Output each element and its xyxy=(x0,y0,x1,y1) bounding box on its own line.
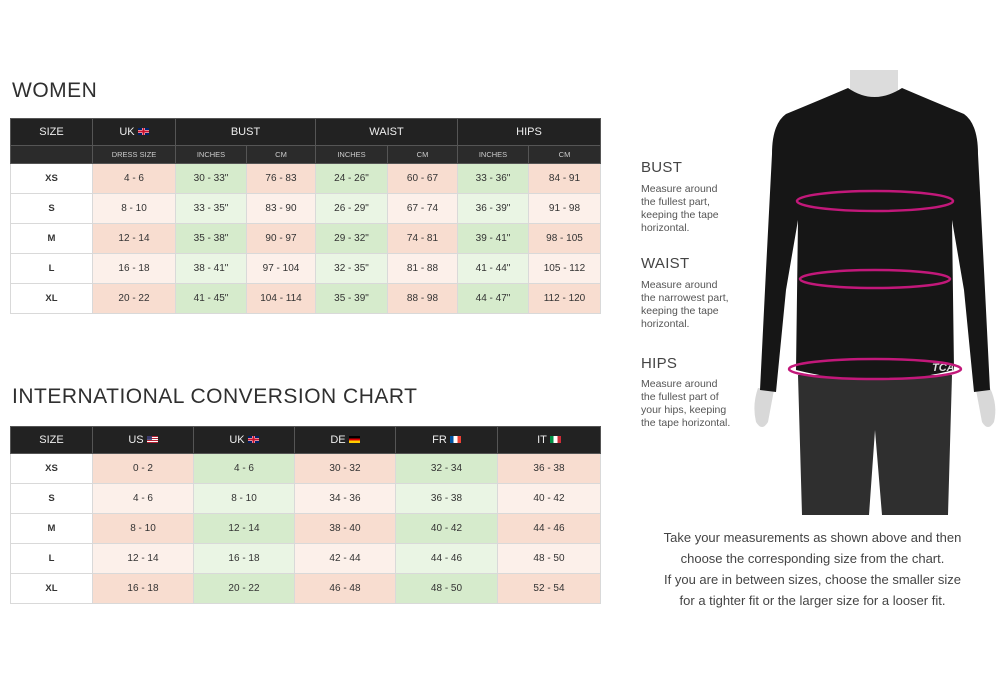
table-row xyxy=(11,284,601,314)
bust-desc-line: horizontal. xyxy=(641,222,690,234)
waist-desc-line: Measure around xyxy=(641,279,718,291)
hips-desc-line: the tape horizontal. xyxy=(641,417,731,429)
bust-in-cell: 38 - 41" xyxy=(176,254,247,284)
de-cell: 38 - 40 xyxy=(295,514,396,544)
bust-description xyxy=(641,183,751,235)
instruction-line: If you are in between sizes, choose the smaller size xyxy=(664,572,961,587)
table-row xyxy=(11,194,601,224)
col-bust: BUST xyxy=(176,119,316,146)
instruction-line: for a tighter fit or the larger size for a looser fit. xyxy=(679,593,946,608)
size-cell: L xyxy=(11,254,93,284)
size-cell: S xyxy=(11,484,93,514)
waist-in-cell: 26 - 29" xyxy=(316,194,388,224)
waist-label: WAIST xyxy=(641,255,690,272)
leggings xyxy=(798,375,952,515)
subcol-inches: INCHES xyxy=(176,146,247,164)
shirt xyxy=(760,88,990,392)
table-row xyxy=(11,224,601,254)
right-hand xyxy=(976,388,995,427)
waist-desc-line: keeping the tape xyxy=(641,305,719,317)
subcol-inches: INCHES xyxy=(458,146,529,164)
size-cell: M xyxy=(11,224,93,254)
bust-cm-cell: 83 - 90 xyxy=(247,194,316,224)
hips-cm-cell: 98 - 105 xyxy=(529,224,601,254)
conversion-title: INTERNATIONAL CONVERSION CHART xyxy=(12,385,418,408)
col-waist: WAIST xyxy=(316,119,458,146)
hips-in-cell: 44 - 47" xyxy=(458,284,529,314)
bust-desc-line: keeping the tape xyxy=(641,209,719,221)
fr-cell: 48 - 50 xyxy=(396,574,498,604)
size-cell: L xyxy=(11,544,93,574)
us-cell: 12 - 14 xyxy=(93,544,194,574)
col-fr: FR xyxy=(396,427,498,454)
uk-cell: 20 - 22 xyxy=(93,284,176,314)
de-cell: 46 - 48 xyxy=(295,574,396,604)
table-row xyxy=(11,164,601,194)
waist-in-cell: 24 - 26" xyxy=(316,164,388,194)
col-hips: HIPS xyxy=(458,119,601,146)
waist-desc-line: horizontal. xyxy=(641,318,690,330)
waist-description xyxy=(641,279,751,331)
uk-cell: 16 - 18 xyxy=(93,254,176,284)
instruction-line: choose the corresponding size from the chart. xyxy=(680,551,945,566)
hips-cm-cell: 91 - 98 xyxy=(529,194,601,224)
uk-cell: 16 - 18 xyxy=(194,544,295,574)
bust-in-cell: 33 - 35" xyxy=(176,194,247,224)
women-title: WOMEN xyxy=(12,79,98,102)
subcol-empty xyxy=(11,146,93,164)
size-cell: XL xyxy=(11,574,93,604)
bust-cm-cell: 97 - 104 xyxy=(247,254,316,284)
uk-cell: 4 - 6 xyxy=(194,454,295,484)
size-cell: M xyxy=(11,514,93,544)
body-figure xyxy=(752,70,1002,515)
bust-desc-line: Measure around xyxy=(641,183,718,195)
hips-in-cell: 33 - 36" xyxy=(458,164,529,194)
fr-flag-icon xyxy=(450,436,461,443)
conversion-table xyxy=(10,426,601,604)
waist-in-cell: 29 - 32" xyxy=(316,224,388,254)
shirt-brand: TCA xyxy=(932,362,955,374)
it-cell: 52 - 54 xyxy=(498,574,601,604)
waist-desc-line: the narrowest part, xyxy=(641,292,729,304)
bust-cm-cell: 76 - 83 xyxy=(247,164,316,194)
it-cell: 48 - 50 xyxy=(498,544,601,574)
instruction-line: Take your measurements as shown above and then xyxy=(663,530,962,545)
size-cell: S xyxy=(11,194,93,224)
subcol-dress-size: DRESS SIZE xyxy=(93,146,176,164)
uk-cell: 8 - 10 xyxy=(93,194,176,224)
it-cell: 44 - 46 xyxy=(498,514,601,544)
bust-desc-line: the fullest part, xyxy=(641,196,710,208)
fr-cell: 36 - 38 xyxy=(396,484,498,514)
us-cell: 0 - 2 xyxy=(93,454,194,484)
waist-cm-cell: 67 - 74 xyxy=(388,194,458,224)
subcol-cm: CM xyxy=(247,146,316,164)
subcol-inches: INCHES xyxy=(316,146,388,164)
it-cell: 36 - 38 xyxy=(498,454,601,484)
col-uk: UK xyxy=(93,119,176,146)
waist-in-cell: 35 - 39" xyxy=(316,284,388,314)
subcol-cm: CM xyxy=(529,146,601,164)
bust-in-cell: 41 - 45" xyxy=(176,284,247,314)
us-cell: 16 - 18 xyxy=(93,574,194,604)
left-hand xyxy=(754,388,774,427)
table-row xyxy=(11,544,601,574)
women-size-table xyxy=(10,118,601,314)
size-cell: XS xyxy=(11,164,93,194)
table-row xyxy=(11,484,601,514)
waist-cm-cell: 81 - 88 xyxy=(388,254,458,284)
uk-flag-icon xyxy=(138,128,149,135)
uk-cell: 20 - 22 xyxy=(194,574,295,604)
hips-desc-line: your hips, keeping xyxy=(641,404,727,416)
de-cell: 30 - 32 xyxy=(295,454,396,484)
it-flag-icon xyxy=(550,436,561,443)
col-size: SIZE xyxy=(11,427,93,454)
fr-cell: 44 - 46 xyxy=(396,544,498,574)
size-cell: XL xyxy=(11,284,93,314)
uk-cell: 12 - 14 xyxy=(194,514,295,544)
hips-desc-line: Measure around xyxy=(641,378,718,390)
subcol-cm: CM xyxy=(388,146,458,164)
fr-cell: 40 - 42 xyxy=(396,514,498,544)
hips-description xyxy=(641,378,751,430)
hips-cm-cell: 105 - 112 xyxy=(529,254,601,284)
table-row xyxy=(11,514,601,544)
it-cell: 40 - 42 xyxy=(498,484,601,514)
waist-cm-cell: 88 - 98 xyxy=(388,284,458,314)
waist-cm-cell: 60 - 67 xyxy=(388,164,458,194)
col-it: IT xyxy=(498,427,601,454)
col-de: DE xyxy=(295,427,396,454)
instructions xyxy=(640,527,985,611)
hips-cm-cell: 84 - 91 xyxy=(529,164,601,194)
waist-in-cell: 32 - 35" xyxy=(316,254,388,284)
us-cell: 4 - 6 xyxy=(93,484,194,514)
bust-cm-cell: 104 - 114 xyxy=(247,284,316,314)
us-flag-icon xyxy=(147,436,158,443)
de-flag-icon xyxy=(349,436,360,443)
uk-cell: 4 - 6 xyxy=(93,164,176,194)
table-row xyxy=(11,574,601,604)
col-uk: UK xyxy=(194,427,295,454)
neck xyxy=(850,70,898,97)
uk-cell: 12 - 14 xyxy=(93,224,176,254)
table-row xyxy=(11,254,601,284)
de-cell: 34 - 36 xyxy=(295,484,396,514)
size-cell: XS xyxy=(11,454,93,484)
bust-in-cell: 30 - 33" xyxy=(176,164,247,194)
de-cell: 42 - 44 xyxy=(295,544,396,574)
hips-desc-line: the fullest part of xyxy=(641,391,719,403)
col-us: US xyxy=(93,427,194,454)
bust-in-cell: 35 - 38" xyxy=(176,224,247,254)
hips-label: HIPS xyxy=(641,355,678,372)
table-row xyxy=(11,454,601,484)
hips-in-cell: 36 - 39" xyxy=(458,194,529,224)
hips-in-cell: 41 - 44" xyxy=(458,254,529,284)
waist-cm-cell: 74 - 81 xyxy=(388,224,458,254)
bust-label: BUST xyxy=(641,159,683,176)
col-size: SIZE xyxy=(11,119,93,146)
hips-cm-cell: 112 - 120 xyxy=(529,284,601,314)
fr-cell: 32 - 34 xyxy=(396,454,498,484)
uk-flag-icon xyxy=(248,436,259,443)
us-cell: 8 - 10 xyxy=(93,514,194,544)
bust-cm-cell: 90 - 97 xyxy=(247,224,316,254)
hips-in-cell: 39 - 41" xyxy=(458,224,529,254)
uk-cell: 8 - 10 xyxy=(194,484,295,514)
